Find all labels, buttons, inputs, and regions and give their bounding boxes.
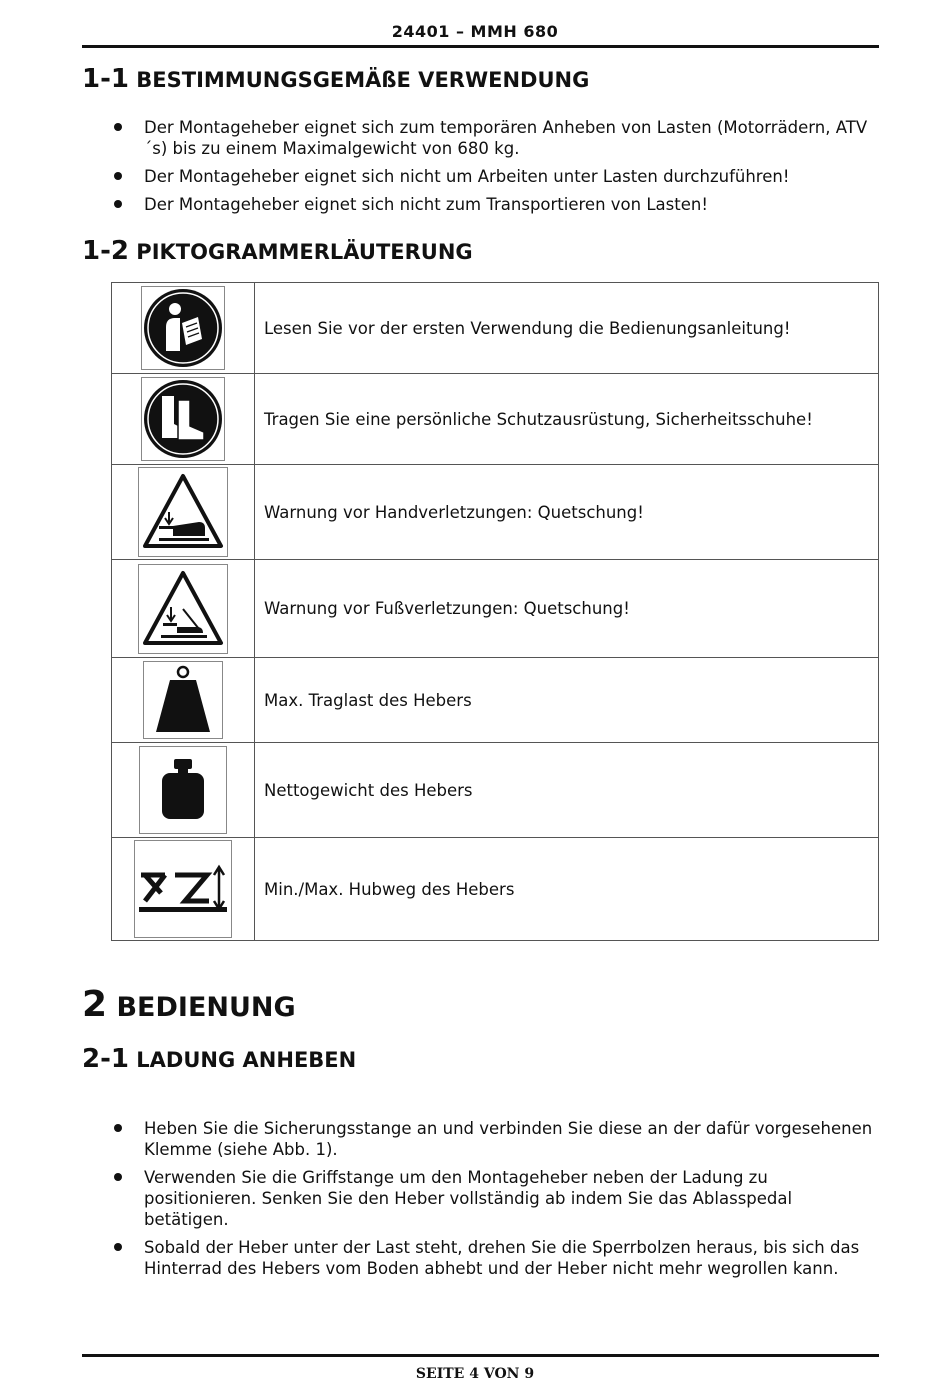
- pictogram-description: Lesen Sie vor der ersten Verwendung die Bedienungsanleitung!: [255, 283, 879, 374]
- lift-range-icon: [134, 840, 232, 938]
- net-weight-icon: [139, 746, 227, 834]
- section-2-heading: [82, 984, 296, 1025]
- foot-crush-warning-icon: [138, 564, 228, 654]
- section-1-2-title: PIKTOGRAMMERLÄUTERUNG: [136, 240, 473, 264]
- footer-rule: [82, 1354, 879, 1357]
- table-row: [112, 743, 879, 838]
- pictogram-description: Warnung vor Handverletzungen: Quetschung!: [255, 465, 879, 560]
- pictogram-description: Nettogewicht des Hebers: [255, 743, 879, 838]
- table-row: [112, 465, 879, 560]
- section-1-2-heading: [82, 236, 473, 266]
- table-row: [112, 560, 879, 658]
- list-item: Sobald der Heber unter der Last steht, drehen Sie die Sperrbolzen heraus, bis sich das Hinterrad des Hebers vom Boden abhebt und der Heber nicht mehr wegrollen kann.: [110, 1237, 880, 1279]
- section-1-1-heading: [82, 64, 589, 94]
- section-2-title: BEDIENUNG: [116, 992, 296, 1023]
- pictogram-description: Warnung vor Fußverletzungen: Quetschung!: [255, 560, 879, 658]
- pictogram-description: Max. Traglast des Hebers: [255, 658, 879, 743]
- list-item: Verwenden Sie die Griffstange um den Montageheber neben der Ladung zu positionieren. Senken Sie den Heber vollständig ab indem Sie das Ablasspedal betätigen.: [110, 1167, 880, 1230]
- max-load-weight-icon: [143, 661, 223, 739]
- pictogram-description: Min./Max. Hubweg des Hebers: [255, 838, 879, 941]
- read-manual-icon: [141, 286, 225, 370]
- section-2-number: 2: [82, 984, 108, 1025]
- table-row: [112, 838, 879, 941]
- list-item: Der Montageheber eignet sich zum temporären Anheben von Lasten (Motorrädern, ATV´s) bis zu einem Maximalgewicht von 680 kg.: [110, 117, 880, 159]
- section-1-1-title: BESTIMMUNGSGEMÄßE VERWENDUNG: [136, 68, 590, 92]
- header-rule: [82, 45, 879, 48]
- pictogram-description: Tragen Sie eine persönliche Schutzausrüstung, Sicherheitsschuhe!: [255, 374, 879, 465]
- section-2-1-title: LADUNG ANHEBEN: [136, 1048, 357, 1072]
- table-row: [112, 374, 879, 465]
- section-2-1-bullets: [110, 1118, 880, 1286]
- section-1-1-bullets: [110, 117, 880, 222]
- table-row: [112, 283, 879, 374]
- list-item: Der Montageheber eignet sich nicht um Arbeiten unter Lasten durchzuführen!: [110, 166, 880, 187]
- page-footer-text: SEITE 4 VON 9: [415, 1366, 535, 1382]
- section-1-2-number: 1-2: [82, 236, 129, 266]
- page-header-title: 24401 – MMH 680: [391, 22, 559, 41]
- table-row: [112, 658, 879, 743]
- section-1-1-number: 1-1: [82, 64, 129, 94]
- list-item: Heben Sie die Sicherungsstange an und verbinden Sie diese an der dafür vorgesehenen Klemme (siehe Abb. 1).: [110, 1118, 880, 1160]
- hand-crush-warning-icon: [138, 467, 228, 557]
- pictogram-table: [111, 282, 879, 941]
- safety-boots-icon: [141, 377, 225, 461]
- list-item: Der Montageheber eignet sich nicht zum Transportieren von Lasten!: [110, 194, 880, 215]
- section-2-1-heading: [82, 1044, 356, 1074]
- section-2-1-number: 2-1: [82, 1044, 129, 1074]
